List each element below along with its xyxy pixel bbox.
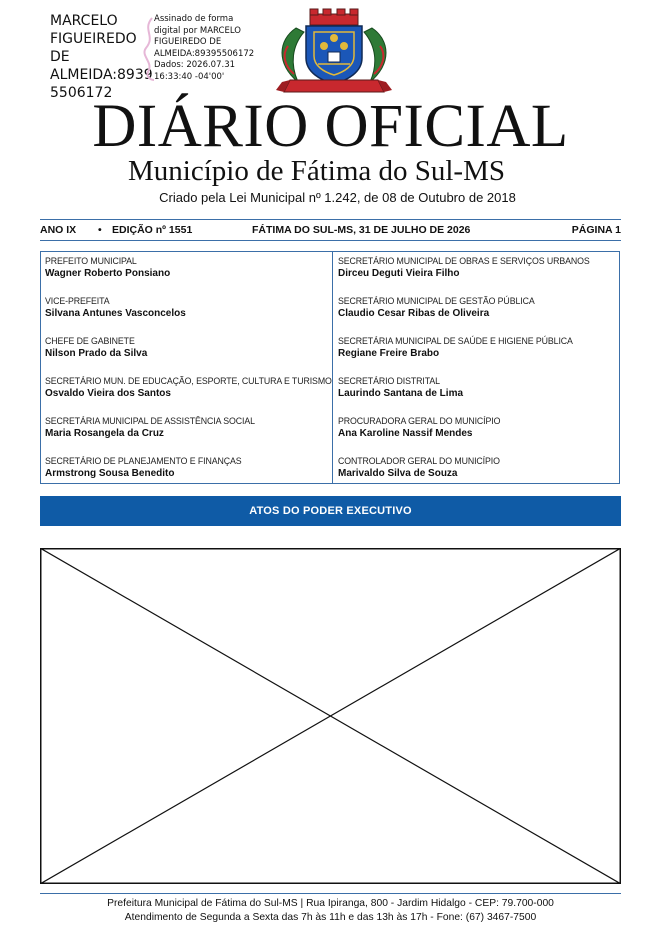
official-name: Silvana Antunes Vasconcelos — [45, 308, 186, 319]
official-name: Osvaldo Vieira dos Santos — [45, 388, 171, 399]
year-label: ANO IX — [40, 224, 77, 236]
section-header: ATOS DO PODER EXECUTIVO — [40, 496, 621, 526]
signature-detail-line: 16:33:40 -04'00' — [154, 71, 225, 82]
official-role: VICE-PREFEITA — [45, 296, 110, 306]
signature-detail-line: ALMEIDA:89395506172 — [154, 48, 255, 59]
official-role: SECRETÁRIO MUNICIPAL DE GESTÃO PÚBLICA — [338, 296, 535, 306]
official-role: CHEFE DE GABINETE — [45, 336, 135, 346]
official-name: Ana Karoline Nassif Mendes — [338, 428, 473, 439]
signer-line: ALMEIDA:8939 — [50, 67, 153, 83]
official-role: CONTROLADOR GERAL DO MUNICÍPIO — [338, 456, 500, 466]
signature-detail-line: digital por MARCELO — [154, 25, 241, 36]
official-entry — [338, 336, 628, 360]
footer-address: Prefeitura Municipal de Fátima do Sul-MS | Rua Ipiranga, 800 - Jardim Hidalgo - CEP: 79.700-000 — [107, 898, 554, 909]
official-name: Dirceu Deguti Vieira Filho — [338, 268, 460, 279]
divider — [40, 219, 621, 220]
bullet: • — [98, 224, 102, 236]
municipal-crest-icon — [268, 6, 400, 98]
official-name: Laurindo Santana de Lima — [338, 388, 464, 399]
official-role: PREFEITO MUNICIPAL — [45, 256, 137, 266]
signer-line: FIGUEIREDO DE — [50, 31, 137, 65]
signature-detail-line: Dados: 2026.07.31 — [154, 60, 236, 70]
official-name: Wagner Roberto Ponsiano — [45, 268, 171, 279]
officials-box — [40, 251, 620, 484]
image-placeholder — [40, 548, 621, 884]
signer-line: MARCELO — [50, 13, 118, 29]
signature-details — [154, 14, 274, 83]
official-entry — [338, 296, 628, 320]
official-role: SECRETÁRIA MUNICIPAL DE SAÚDE E HIGIENE PÚBLICA — [338, 336, 573, 346]
official-role: SECRETÁRIO MUNICIPAL DE OBRAS E SERVIÇOS URBANOS — [338, 256, 590, 266]
official-name: Claudio Cesar Ribas de Oliveira — [338, 308, 490, 319]
edition-label: EDIÇÃO nº 1551 — [112, 224, 193, 236]
official-entry — [338, 456, 628, 480]
page-subtitle: Município de Fátima do Sul-MS — [128, 155, 505, 187]
official-name: Regiane Freire Brabo — [338, 348, 440, 359]
official-name: Nilson Prado da Silva — [45, 348, 148, 359]
page-number: PÁGINA 1 — [571, 224, 621, 236]
official-entry — [45, 456, 335, 480]
official-entry — [338, 256, 628, 280]
official-entry — [45, 256, 335, 280]
official-entry — [338, 376, 628, 400]
column-divider — [332, 252, 333, 483]
edition-info-bar — [40, 222, 621, 238]
signature-detail-line: Assinado de forma — [154, 14, 234, 24]
official-entry — [45, 296, 335, 320]
place-date: FÁTIMA DO SUL-MS, 31 DE JULHO DE 2026 — [252, 224, 471, 236]
page-title: DIÁRIO OFICIAL — [92, 93, 569, 160]
official-entry — [338, 416, 628, 440]
official-role: SECRETÁRIO DE PLANEJAMENTO E FINANÇAS — [45, 456, 242, 466]
official-role: SECRETÁRIO DISTRITAL — [338, 376, 440, 386]
signer-line: 5506172 — [50, 85, 113, 101]
divider — [40, 240, 621, 241]
official-role: PROCURADORA GERAL DO MUNICÍPIO — [338, 416, 501, 426]
divider — [40, 893, 621, 894]
official-role: SECRETÁRIA MUNICIPAL DE ASSISTÊNCIA SOCIAL — [45, 416, 255, 426]
signature-detail-line: FIGUEIREDO DE — [154, 37, 222, 47]
official-entry — [45, 336, 335, 360]
footer-hours: Atendimento de Segunda a Sexta das 7h às 11h e das 13h às 17h - Fone: (67) 3467-7500 — [124, 912, 537, 923]
official-entry — [45, 416, 335, 440]
creation-law: Criado pela Lei Municipal nº 1.242, de 08 de Outubro de 2018 — [159, 190, 516, 205]
official-name: Armstrong Sousa Benedito — [45, 468, 175, 479]
official-name: Maria Rosangela da Cruz — [45, 428, 164, 439]
official-name: Marivaldo Silva de Souza — [338, 468, 458, 479]
official-role: SECRETÁRIO MUN. DE EDUCAÇÃO, ESPORTE, CULTURA E TURISMO — [45, 376, 332, 386]
official-entry — [45, 376, 335, 400]
